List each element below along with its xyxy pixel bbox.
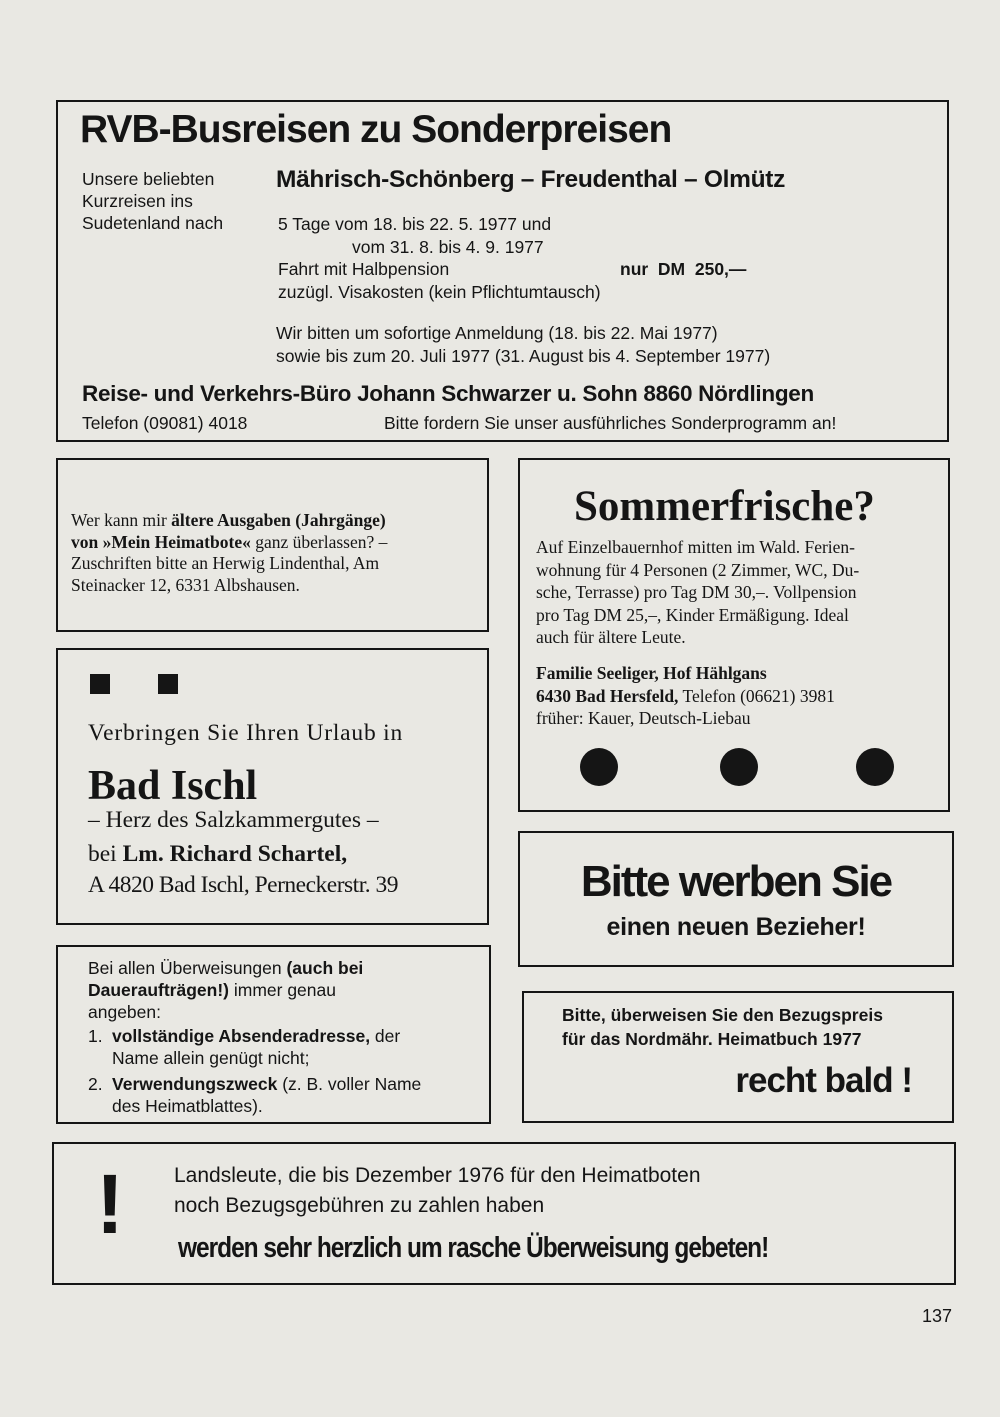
transfer-line — [88, 957, 421, 979]
wanted-line: Steinacker 12, 6331 Albshausen. — [71, 574, 300, 595]
summer-city: 6430 Bad Hersfeld, — [536, 685, 679, 706]
decorative-squares — [90, 674, 226, 699]
transfer-text-part: der — [370, 1026, 401, 1046]
rvb-visa: zuzügl. Visakosten (kein Pflichtumtausch) — [278, 281, 601, 302]
decorative-dot — [580, 748, 618, 786]
wanted-line — [71, 510, 387, 532]
rvb-dates-1: 5 Tage vom 18. bis 22. 5. 1977 und — [278, 214, 552, 234]
rvb-dates-2: vom 31. 8. bis 4. 9. 1977 — [352, 236, 544, 257]
transfer-item-continued: Name allein genügt nicht; — [112, 1048, 310, 1068]
summer-former: früher: Kauer, Deutsch-Liebau — [536, 708, 751, 728]
wanted-text — [71, 510, 387, 596]
transfer-text-part: immer genau — [229, 980, 336, 1000]
summer-title: Sommerfrische? — [574, 483, 875, 530]
rvb-busreisen-ad — [56, 100, 949, 442]
ischl-address: A 4820 Bad Ischl, Perneckerstr. 39 — [88, 872, 398, 898]
sommerfrische-ad — [518, 458, 950, 812]
transfer-highlight: Verwendungszweck — [112, 1074, 278, 1094]
transfer-line: angeben: — [88, 1002, 161, 1022]
transfer-highlight: Daueraufträgen!) — [88, 980, 229, 1000]
decorative-square — [90, 674, 110, 694]
decorative-dot — [856, 748, 894, 786]
ischl-host — [88, 841, 347, 868]
rvb-route: Mährisch-Schönberg – Freudenthal – Olmütz — [276, 166, 786, 193]
summer-line: wohnung für 4 Personen (2 Zimmer, WC, Du- — [536, 559, 860, 580]
recruit-subscriber-ad — [518, 831, 954, 967]
rvb-fare-label: Fahrt mit Halbpension — [278, 259, 450, 279]
ischl-invitation: Verbringen Sie Ihren Urlaub in — [88, 720, 404, 746]
transfer-instructions — [56, 945, 491, 1124]
rvb-fare-price: nur DM 250,— — [620, 259, 747, 279]
summer-text — [536, 536, 859, 649]
yearbook-line-2: für das Nordmähr. Heimatbuch 1977 — [562, 1029, 862, 1049]
wanted-text-part: ganz überlassen? – — [250, 531, 388, 552]
transfer-item — [88, 1073, 421, 1095]
ischl-title: Bad Ischl — [88, 763, 258, 809]
wanted-line — [71, 532, 387, 554]
notice-line-1: Landsleute, die bis Dezember 1976 für den Heimatboten — [174, 1164, 701, 1187]
rvb-intro — [82, 168, 223, 234]
wanted-highlight: von »Mein Heimatbote« — [71, 531, 251, 552]
rvb-agency: Reise- und Verkehrs-Büro Johann Schwarzer u. Sohn 8860 Nördlingen — [82, 381, 814, 406]
transfer-text-part: Bei allen Überweisungen — [88, 958, 287, 978]
transfer-highlight: vollständige Absenderadresse, — [112, 1026, 371, 1046]
wanted-text-part: Wer kann mir — [71, 510, 172, 530]
summer-line: pro Tag DM 25,–, Kinder Ermäßigung. Ideal — [536, 604, 849, 625]
summer-family: Familie Seeliger, Hof Hählgans — [536, 663, 767, 683]
notice-headline: werden sehr herzlich um rasche Überweisung gebeten! — [178, 1232, 769, 1264]
rvb-request — [276, 322, 770, 368]
summer-phone: Telefon (06621) 3981 — [678, 685, 835, 706]
ischl-host-name: Lm. Richard Schartel, — [122, 841, 348, 867]
rvb-fare-row — [278, 258, 746, 281]
rvb-request-2: sowie bis zum 20. Juli 1977 (31. August bis 4. September 1977) — [276, 346, 771, 366]
summer-address — [536, 685, 835, 708]
rvb-intro-line: Sudetenland nach — [82, 213, 224, 233]
recruit-subline: einen neuen Bezieher! — [606, 913, 866, 941]
rvb-program: Bitte fordern Sie unser ausführliches Sonderprogramm an! — [384, 413, 837, 433]
yearbook-headline: recht bald ! — [735, 1061, 912, 1100]
transfer-highlight: (auch bei — [286, 958, 364, 978]
transfer-item — [88, 1025, 421, 1047]
decorative-square — [158, 674, 178, 694]
transfer-item-number: 2. — [88, 1074, 103, 1094]
summer-line: Auf Einzelbauernhof mitten im Wald. Ferien- — [536, 537, 856, 557]
rvb-title: RVB-Busreisen zu Sonderpreisen — [80, 108, 672, 151]
transfer-item-continued: des Heimatblattes). — [112, 1096, 263, 1116]
rvb-request-1: Wir bitten um sofortige Anmeldung (18. bis 22. Mai 1977) — [276, 323, 718, 343]
wanted-issues-ad — [56, 458, 489, 632]
yearbook-line-1: Bitte, überweisen Sie den Bezugspreis — [562, 1005, 883, 1025]
rvb-intro-line: Unsere beliebten — [82, 169, 215, 189]
bad-ischl-ad — [56, 648, 489, 925]
arrears-notice — [52, 1142, 956, 1285]
rvb-phone: Telefon (09081) 4018 — [82, 413, 248, 433]
page-number: 137 — [922, 1306, 953, 1326]
yearbook-payment-ad — [522, 991, 954, 1123]
rvb-details — [278, 213, 746, 303]
wanted-highlight: ältere Ausgaben (Jahrgänge) — [171, 510, 386, 530]
recruit-headline: Bitte werben Sie — [580, 857, 892, 906]
notice-line-2: noch Bezugsgebühren zu zahlen haben — [174, 1194, 545, 1217]
ischl-host-prefix: bei — [88, 841, 123, 867]
wanted-line: Zuschriften bitte an Herwig Lindenthal, Am — [71, 553, 380, 573]
exclamation-mark: ! — [96, 1157, 124, 1251]
decorative-dot — [720, 748, 758, 786]
summer-line: auch für ältere Leute. — [536, 627, 686, 647]
summer-line: sche, Terrasse) pro Tag DM 30,–. Vollpension — [536, 582, 857, 602]
transfer-item-number: 1. — [88, 1026, 103, 1046]
transfer-text-part: (z. B. voller Name — [277, 1074, 422, 1094]
summer-contact — [536, 662, 835, 730]
transfer-line — [88, 979, 421, 1001]
ischl-subtitle: – Herz des Salzkammergutes – — [88, 807, 379, 833]
rvb-intro-line: Kurzreisen ins — [82, 191, 193, 211]
transfer-text — [88, 957, 421, 1117]
